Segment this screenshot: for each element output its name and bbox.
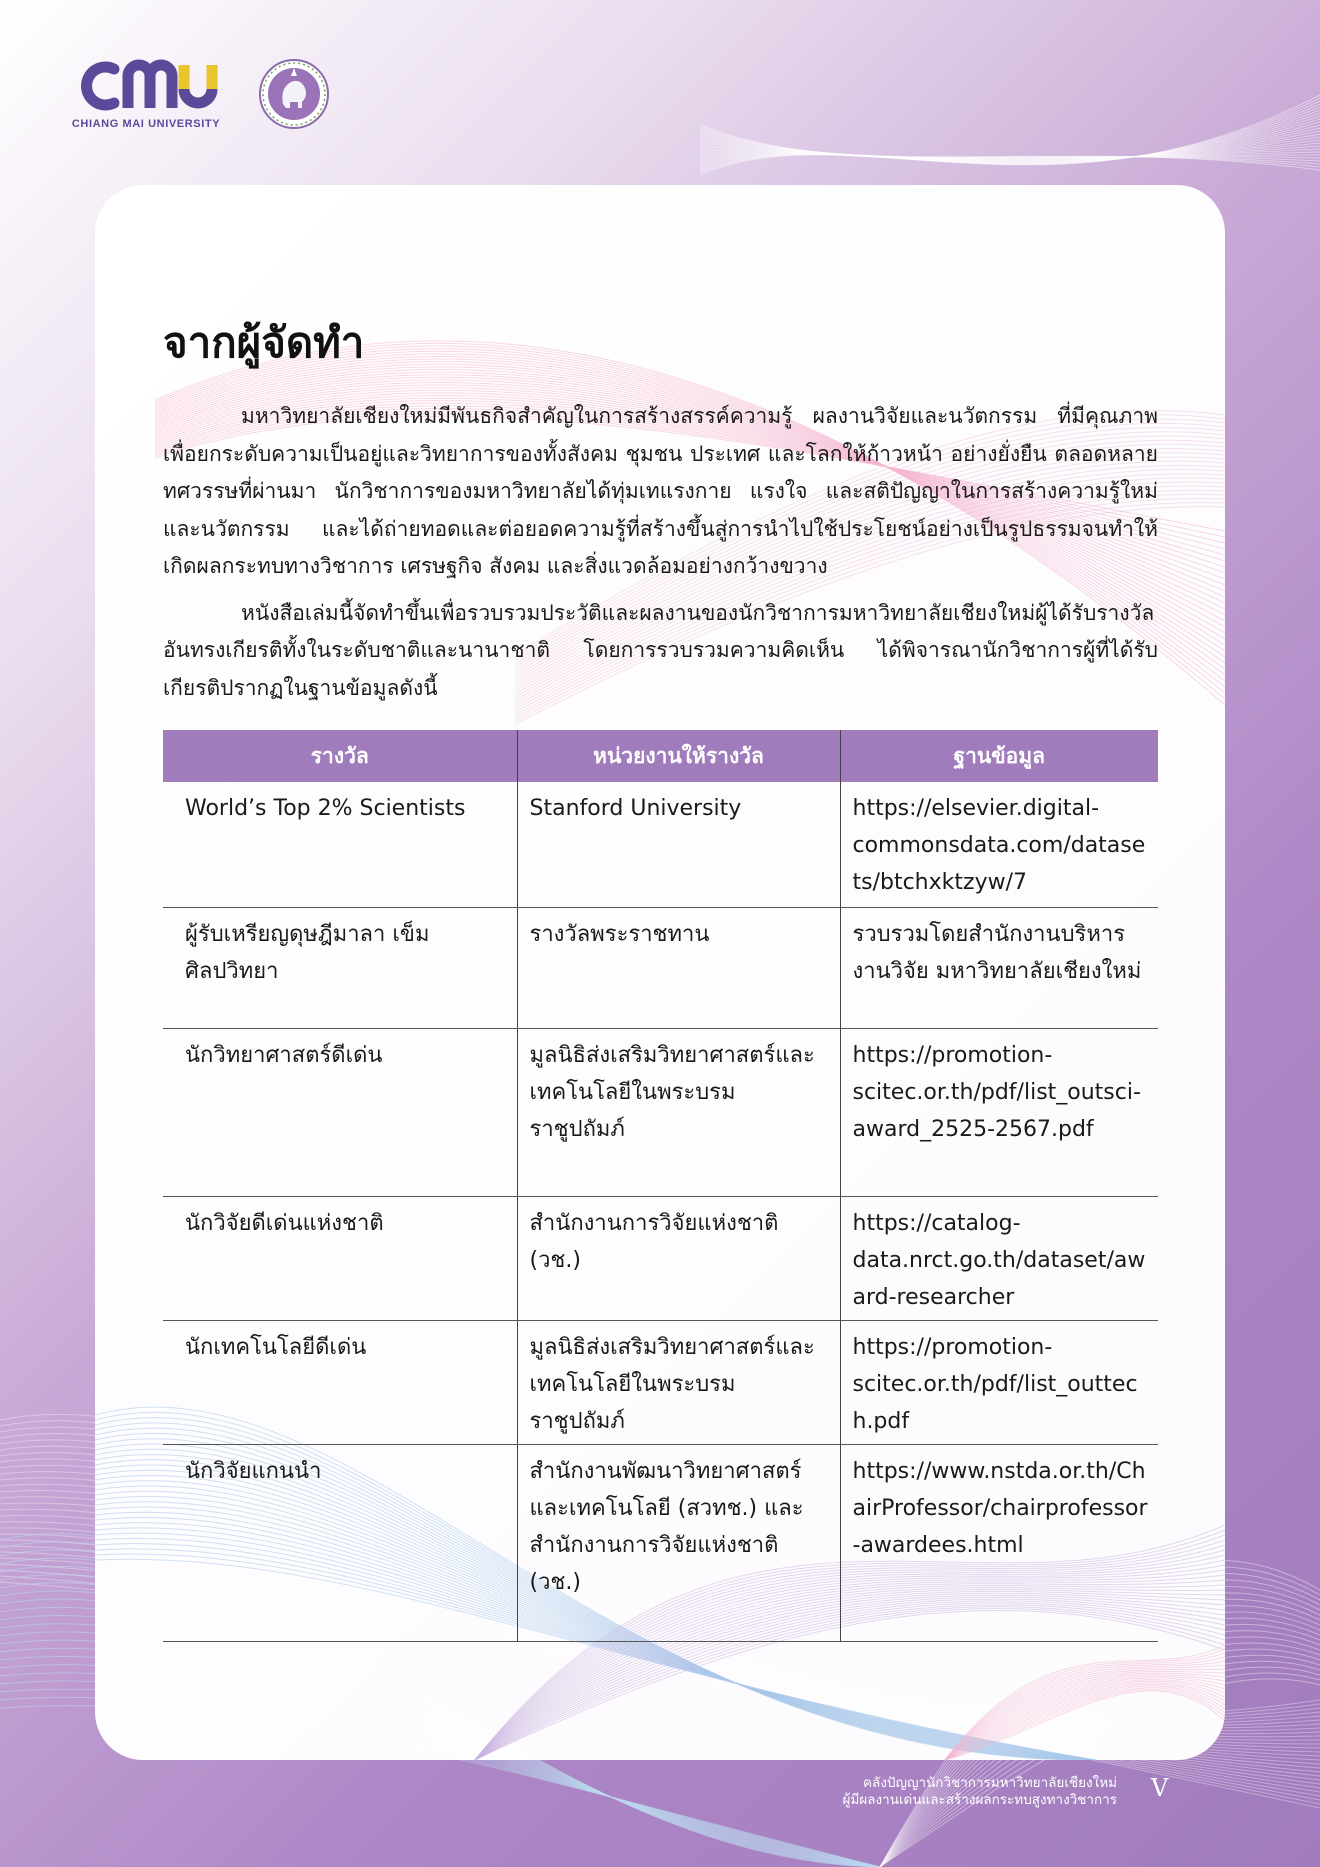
award-cell: นักวิจัยแกนนำ	[163, 1445, 517, 1642]
database-link-cell[interactable]: https://www.nstda.or.th/ChairProfessor/chairprofessor-awardees.html	[840, 1445, 1158, 1642]
header-award: รางวัล	[163, 730, 517, 782]
database-link-cell[interactable]: https://promotion-scitec.or.th/pdf/list_outtech.pdf	[840, 1321, 1158, 1445]
table-row	[163, 1321, 1158, 1445]
footer-line-2: ผู้มีผลงานเด่นและสร้างผลกระทบสูงทางวิชาการ	[842, 1792, 1117, 1808]
organization-cell: มูลนิธิส่งเสริมวิทยาศาสตร์และเทคโนโลยีในพระบรมราชูปถัมภ์	[517, 1321, 840, 1445]
award-cell: ผู้รับเหรียญดุษฎีมาลา เข็มศิลปวิทยา	[163, 908, 517, 1029]
organization-cell: สำนักงานการวิจัยแห่งชาติ (วช.)	[517, 1197, 840, 1321]
cmu-logo	[70, 59, 222, 130]
database-link-cell[interactable]: https://promotion-scitec.or.th/pdf/list_outsci-award_2525-2567.pdf	[840, 1029, 1158, 1197]
awards-table	[163, 730, 1158, 1642]
database-link-cell[interactable]: https://catalog-data.nrct.go.th/dataset/award-researcher	[840, 1197, 1158, 1321]
cmu-logo-mark	[70, 59, 222, 113]
award-cell: นักเทคโนโลยีดีเด่น	[163, 1321, 517, 1445]
award-cell: นักวิทยาศาสตร์ดีเด่น	[163, 1029, 517, 1197]
award-cell: นักวิจัยดีเด่นแห่งชาติ	[163, 1197, 517, 1321]
header-logos	[70, 58, 330, 130]
table-row	[163, 1445, 1158, 1642]
header-database: ฐานข้อมูล	[840, 730, 1158, 782]
footer-caption	[843, 1775, 1117, 1809]
organization-cell: สำนักงานพัฒนาวิทยาศาสตร์และเทคโนโลยี (สวทช.) และสำนักงานการวิจัยแห่งชาติ (วช.)	[517, 1445, 840, 1642]
page-title: จากผู้จัดทำ	[163, 318, 365, 367]
main-content	[163, 310, 1158, 1642]
page-number: V	[1151, 1774, 1169, 1802]
intro-paragraph-2: หนังสือเล่มนี้จัดทำขึ้นเพื่อรวบรวมประวัติและผลงานของนักวิชาการมหาวิทยาลัยเชียงใหม่ผู้ได้รับรางวัลอันทรงเกียรติทั้งในระดับชาติและนานาชาติ โดยการรวบรวมความคิดเห็น ได้พิจารณานักวิชาการผู้ที่ได้รับเกียรติปรากฏในฐานข้อมูลดังนี้	[163, 600, 1158, 700]
footer-line-1: คลังปัญญานักวิชาการมหาวิทยาลัยเชียงใหม่	[863, 1775, 1117, 1791]
table-row	[163, 782, 1158, 908]
header-organization: หน่วยงานให้รางวัล	[517, 730, 840, 782]
organization-cell: รางวัลพระราชทาน	[517, 908, 840, 1029]
organization-cell: Stanford University	[517, 782, 840, 908]
organization-cell: มูลนิธิส่งเสริมวิทยาศาสตร์และเทคโนโลยีในพระบรมราชูปถัมภ์	[517, 1029, 840, 1197]
award-cell: World’s Top 2% Scientists	[163, 782, 517, 908]
cmu-logo-subtitle: CHIANG MAI UNIVERSITY	[71, 117, 221, 130]
content-card	[95, 185, 1225, 1760]
table-row	[163, 1029, 1158, 1197]
intro-paragraph-1: มหาวิทยาลัยเชียงใหม่มีพันธกิจสำคัญในการสร้างสรรค์ความรู้ ผลงานวิจัยและนวัตกรรม ที่มีคุณภาพเพื่อยกระดับความเป็นอยู่และวิทยาการของทั้งสังคม ชุมชน ประเทศ และโลกให้ก้าวหน้า อย่างยั่งยืน ตลอดหลายทศวรรษที่ผ่านมา นักวิชาการของมหาวิทยาลัยได้ทุ่มเทแรงกาย แรงใจ และสติปัญญาในการสร้างความรู้ใหม่และนวัตกรรม และได้ถ่ายทอดและต่อยอดความรู้ที่สร้างขึ้นสู่การนำไปใช้ประโยชน์อย่างเป็นรูปธรรมจนทำให้เกิดผลกระทบทางวิชาการ เศรษฐกิจ สังคม และสิ่งแวดล้อมอย่างกว้างขวาง	[163, 404, 1158, 578]
database-link-cell[interactable]: https://elsevier.digital-commonsdata.com/datasets/btchxktzyw/7	[840, 782, 1158, 908]
chiang-mai-university-seal-icon	[258, 58, 330, 130]
table-row	[163, 1197, 1158, 1321]
database-cell: รวบรวมโดยสำนักงานบริหารงานวิจัย มหาวิทยาลัยเชียงใหม่	[840, 908, 1158, 1029]
table-header-row	[163, 730, 1158, 782]
table-row	[163, 908, 1158, 1029]
